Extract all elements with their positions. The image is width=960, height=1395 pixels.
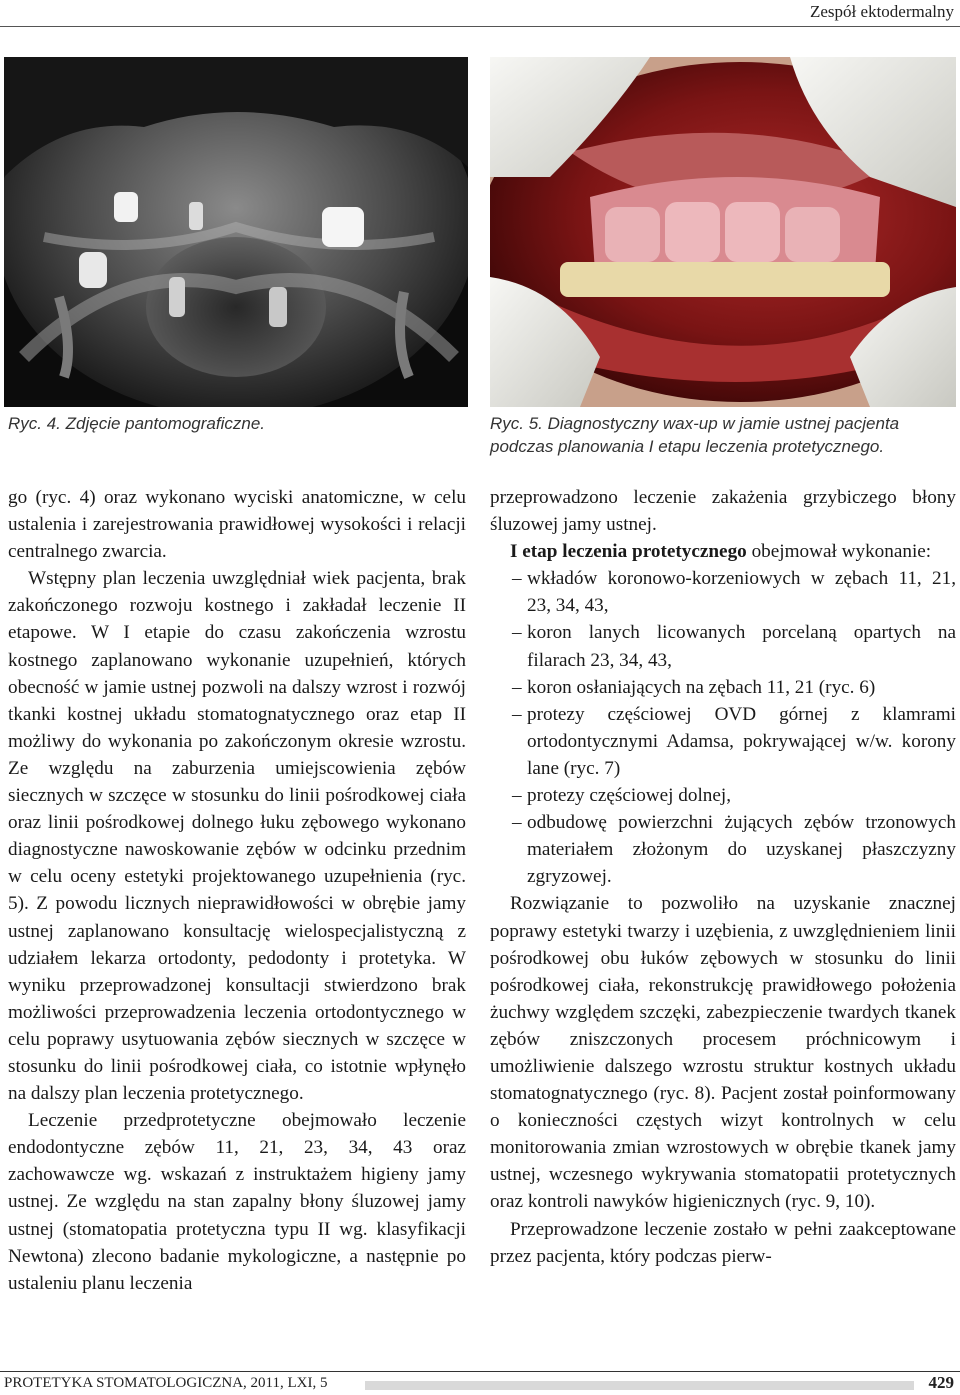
page-footer — [0, 1371, 960, 1393]
list-item — [490, 701, 956, 782]
right-paragraph-4: Przeprowadzone leczenie zostało w pełni zaakceptowane przez pacjenta, który podczas pierw- — [490, 1218, 956, 1267]
list-item — [490, 619, 956, 673]
left-paragraph-2: Wstępny plan leczenia uwzględniał wiek pacjenta, brak zakończonego rozwoju kostnego i zakładał leczenie II etapowe. W I etapie do czasu zakończenia wzrostu kostnego zaplanowano wykonanie uzupełnień, których obecność w jamie ustnej pozwoli na dalszy wzrost i rozwój tkanki kostnej układu stomatognatycznego oraz etap II możliwy do wykonania po zakończonym okresie wzrostu. Ze względu na zaburzenia umiejscowienia zębów siecznych w szczęce w stosunku do linii pośrodkowej ciała oraz linii pośrodkowej dolnego łuku zębowego wykonano diagnostyczne nawoskowanie zębów w odcinku przednim w celu oceny estetyki projektowanego uzupełnienia (ryc. 5). Z powodu licznych nieprawidłowości w obrębie jamy ustnej zaplanowano konsultację wielospecjalistyczną z udziałem lekarza ortodonty, pedodonty i protetyka. W wyniku przeprowadzonej konsultacji stwierdzono brak możliwości przeprowadzenia leczenia ortodontycznego w celu poprawy usytuowania zębów siecznych w szczęce w stosunku do linii pośrodkowej ciała, co istotnie wpłynęło na dalszy plan leczenia protetycznego. — [8, 568, 466, 1105]
dash-bullet: – — [512, 622, 522, 644]
dash-bullet: – — [512, 568, 522, 590]
footer-bar — [365, 1381, 914, 1390]
header-rule — [0, 26, 960, 27]
list-item-text: odbudowę powierzchni żujących zębów trzonowych materiałem złożonym do uzyskanej płaszczyzny zgryzowej. — [527, 812, 956, 888]
running-title: Zespół ektodermalny — [810, 2, 954, 21]
dash-bullet: – — [512, 812, 522, 834]
list-item — [490, 565, 956, 619]
list-item — [490, 782, 956, 809]
list-item — [490, 674, 956, 701]
right-column — [490, 484, 956, 1270]
list-item — [490, 809, 956, 890]
dash-bullet: – — [512, 703, 522, 725]
dash-bullet: – — [512, 676, 522, 698]
journal-citation: PROTETYKA STOMATOLOGICZNA, 2011, LXI, 5 — [4, 1375, 328, 1391]
right-paragraph-3: Rozwiązanie to pozwoliło na uzyskanie znacznej poprawy estetyki twarzy i uzębienia, z uwzględnieniem linii pośrodkowej obu łuków zębowych w stosunku do linii pośrodkowej ciała, rekonstrukcję prawidłowego położenia żuchwy względem szczęki, zabezpieczenie twardych tkanek zębów zniszczonych procesem próchnicowym i umożliwienie dalszego wzrostu struktur kostnych układu stomatognatycznego (ryc. 8). Pacjent został poinformowany o konieczności częstych wizyt kontrolnych w celu monitorowania zmian wzrostowych w obrębie tkanek jamy ustnej, wczesnego wykrywania stomatopatii protetycznych oraz kontroli nawyków higienicznych (ryc. 9, 10). — [490, 893, 956, 1213]
treatment-list — [490, 565, 956, 890]
list-item-text: protezy częściowej OVD górnej z klamrami ortodontycznymi Adamsa, pokrywającej w/w. korony lane (ryc. 7) — [527, 703, 956, 779]
list-item-text: koron lanych licowanych porcelaną opartych na filarach 23, 34, 43, — [527, 622, 956, 671]
stage-one-heading: I etap leczenia protetycznego — [510, 541, 747, 563]
xray-image — [4, 57, 468, 407]
intraoral-photo — [490, 57, 956, 407]
figure-5-caption-line-1: Ryc. 5. Diagnostyczny wax-up w jamie ustnej pacjenta — [490, 414, 900, 433]
list-item-text: koron osłaniających na zębach 11, 21 (ryc. 6) — [527, 676, 876, 698]
figure-5-caption — [490, 412, 960, 458]
right-paragraph-2 — [490, 538, 956, 565]
dash-bullet: – — [512, 785, 522, 807]
figure-panoramic-xray — [4, 57, 468, 407]
figure-4-caption: Ryc. 4. Zdjęcie pantomograficzne. — [8, 414, 266, 433]
list-item-text: protezy częściowej dolnej, — [527, 785, 732, 807]
footer-rule — [0, 1371, 960, 1372]
list-item-text: wkładów koronowo-korzeniowych w zębach 11, 21, 23, 34, 43, — [527, 568, 956, 617]
left-paragraph-3: Leczenie przedprotetyczne obejmowało leczenie endodontyczne zębów 11, 21, 23, 34, 43 oraz zachowawcze wg. wskazań z instruktażem higieny jamy ustnej. Ze względu na stan zapalny błony śluzowej jamy ustnej (stomatopatia protetyczna typu II wg. klasyfikacji Newtona) zlecono badanie mykologiczne, a następnie po ustaleniu planu leczenia — [8, 1110, 466, 1294]
page-number: 429 — [928, 1373, 954, 1392]
figure-waxup-photo — [490, 57, 956, 407]
figure-5-caption-line-2: podczas planowania I etapu leczenia protetycznego. — [490, 437, 885, 456]
left-paragraph-1: go (ryc. 4) oraz wykonano wyciski anatomiczne, w celu ustalenia i zarejestrowania prawidłowej wysokości i relacji centralnego zwarcia. — [8, 487, 466, 563]
stage-one-intro: obejmował wykonanie: — [746, 541, 932, 563]
left-column — [8, 484, 466, 1297]
right-paragraph-1: przeprowadzono leczenie zakażenia grzybiczego błony śluzowej jamy ustnej. — [490, 487, 956, 536]
